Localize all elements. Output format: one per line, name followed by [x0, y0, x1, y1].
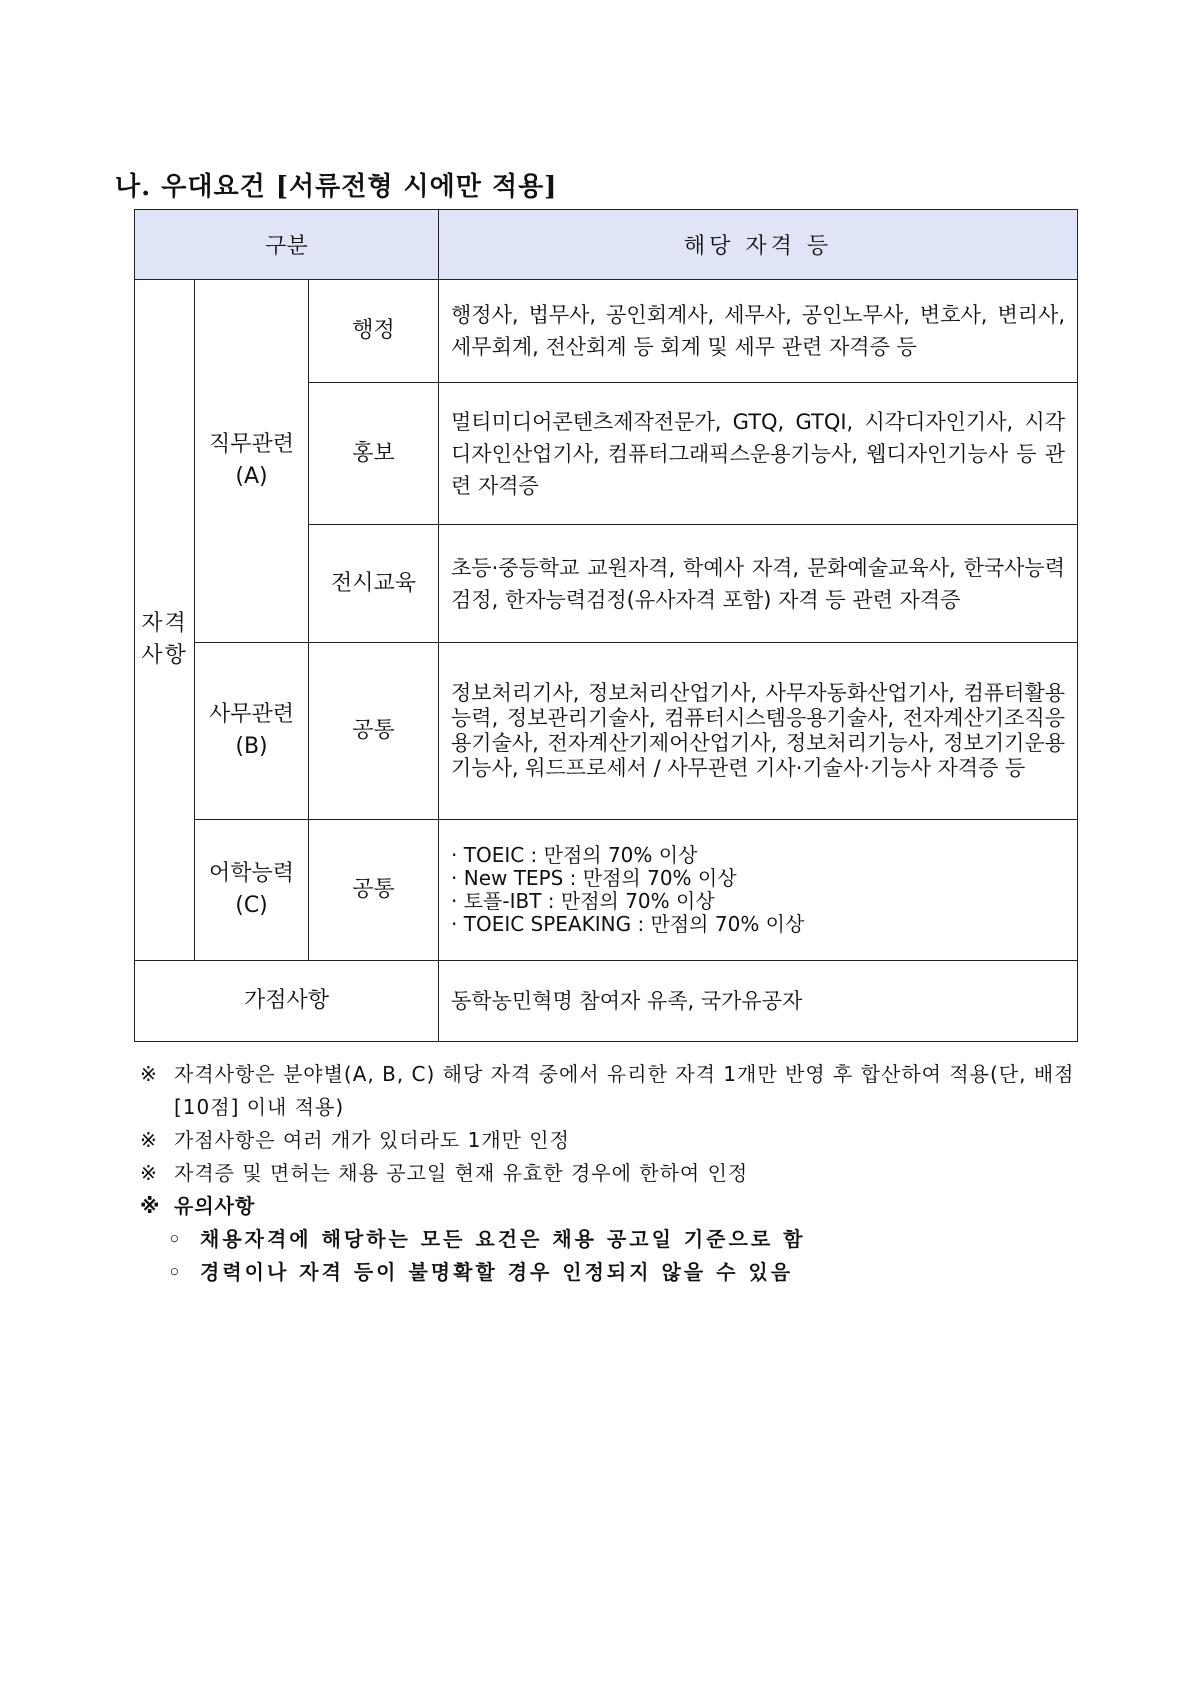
note-text: 자격사항은 분야별(A, B, C) 해당 자격 중에서 유리한 자격 1개만 반영 후 합산하여 적용(단, 배점[10점] 이내 적용) [174, 1062, 1075, 1119]
notes-section [140, 1058, 1090, 1289]
note-heading: 유의사항 [174, 1194, 256, 1218]
note-text: 가점사항은 여러 개가 있더라도 1개만 인정 [174, 1128, 570, 1152]
sub-bullet-icon: ◦ [168, 1260, 184, 1284]
note-mark: ※ [140, 1161, 158, 1185]
note-mark: ※ [140, 1194, 161, 1218]
note-item [140, 1058, 1090, 1124]
language-label-text: 어학능력 (C) [208, 861, 294, 918]
job-related-label [195, 280, 309, 643]
header-qualification: 해당 자격 등 [439, 210, 1078, 280]
note-mark: ※ [140, 1128, 158, 1152]
note-mark: ※ [140, 1062, 158, 1086]
field-language: 공통 [309, 820, 439, 961]
content-exhibit: 초등·중등학교 교원자격, 학예사 자격, 문화예술교육사, 한국사능력검정, 한자능력검정(유사자격 포함) 자격 등 관련 자격증 [439, 525, 1078, 643]
table-row [135, 643, 1078, 820]
qualification-label-text: 자격 사항 [141, 611, 188, 668]
note-sub-item [140, 1256, 1090, 1289]
content-bonus: 동학농민혁명 참여자 유족, 국가유공자 [439, 961, 1078, 1042]
table-row [135, 820, 1078, 961]
content-office: 정보처리기사, 정보처리산업기사, 사무자동화산업기사, 컴퓨터활용능력, 정보관리기술사, 컴퓨터시스템응용기술사, 전자계산기조직응용기술사, 전자계산기제어산업기사, 정보처리기능사, 정보기기운용기능사, 워드프로세서 / 사무관련 기사·기술사·기능사 자격증 등 [439, 643, 1078, 820]
qualification-label [135, 280, 195, 961]
note-item [140, 1157, 1090, 1190]
job-related-label-text: 직무관련 (A) [208, 432, 294, 489]
field-office: 공통 [309, 643, 439, 820]
section-title: 나. 우대요건 [서류전형 시에만 적용] [115, 172, 558, 202]
list-item: · TOEIC : 만점의 70% 이상 [451, 843, 698, 867]
office-label-text: 사무관련 (B) [208, 702, 294, 759]
language-label [195, 820, 309, 961]
note-text: 자격증 및 면허는 채용 공고일 현재 유효한 경우에 한하여 인정 [174, 1161, 749, 1185]
content-language [439, 820, 1078, 961]
list-item: · 토플-IBT : 만점의 70% 이상 [451, 889, 715, 913]
language-list [451, 844, 1065, 936]
note-sub-text: 채용자격에 해당하는 모든 요건은 채용 공고일 기준으로 함 [200, 1227, 806, 1251]
table-header-row [135, 210, 1078, 280]
header-category: 구분 [135, 210, 439, 280]
note-item [140, 1124, 1090, 1157]
field-admin: 행정 [309, 280, 439, 383]
note-item [140, 1190, 1090, 1223]
bonus-label: 가점사항 [135, 961, 439, 1042]
list-item: · TOEIC SPEAKING : 만점의 70% 이상 [451, 912, 805, 936]
field-pr: 홍보 [309, 383, 439, 525]
note-sub-item [140, 1223, 1090, 1256]
note-sub-text: 경력이나 자격 등이 불명확할 경우 인정되지 않을 수 있음 [200, 1260, 794, 1284]
office-label [195, 643, 309, 820]
content-admin: 행정사, 법무사, 공인회계사, 세무사, 공인노무사, 변호사, 변리사, 세무회계, 전산회계 등 회계 및 세무 관련 자격증 등 [439, 280, 1078, 383]
content-pr: 멀티미디어콘텐츠제작전문가, GTQ, GTQI, 시각디자인기사, 시각디자인산업기사, 컴퓨터그래픽스운용기능사, 웹디자인기능사 등 관련 자격증 [439, 383, 1078, 525]
list-item: · New TEPS : 만점의 70% 이상 [451, 866, 737, 890]
field-exhibit: 전시교육 [309, 525, 439, 643]
table-row [135, 280, 1078, 383]
preference-table [134, 209, 1078, 1042]
sub-bullet-icon: ◦ [168, 1227, 184, 1251]
table-row [135, 961, 1078, 1042]
